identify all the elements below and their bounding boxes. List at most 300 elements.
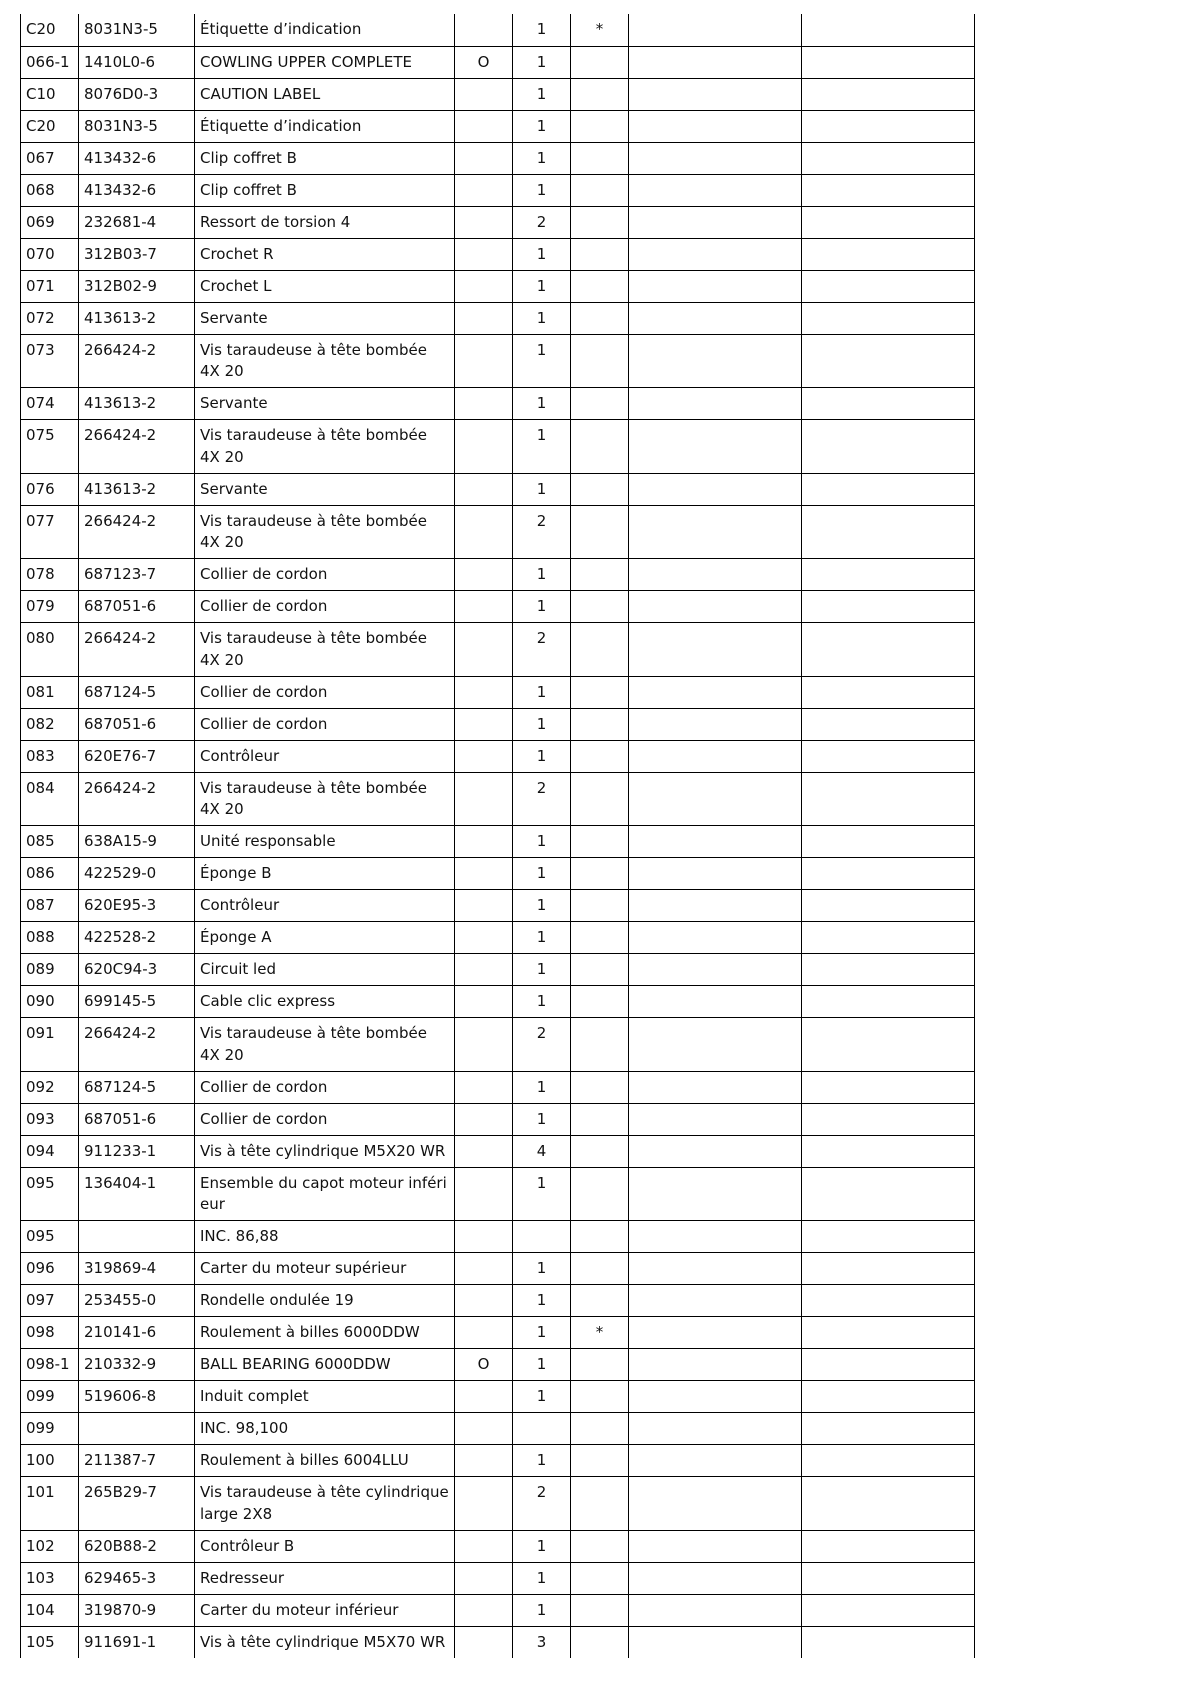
table-row — [21, 270, 975, 302]
description-cell: Collier de cordon — [195, 1071, 455, 1103]
quantity-cell: 2 — [513, 772, 571, 826]
option-cell — [455, 772, 513, 826]
quantity-cell: 1 — [513, 142, 571, 174]
description-cell: Collier de cordon — [195, 1103, 455, 1135]
item-number-cell: 078 — [21, 559, 79, 591]
option-cell — [455, 1135, 513, 1167]
item-number-cell: 075 — [21, 420, 79, 474]
note-cell — [571, 1285, 629, 1317]
part-number-cell: 422529-0 — [79, 858, 195, 890]
note-cell — [571, 78, 629, 110]
item-number-cell: 088 — [21, 922, 79, 954]
option-cell — [455, 922, 513, 954]
part-number-cell: 638A15-9 — [79, 826, 195, 858]
part-number-cell: 312B02-9 — [79, 270, 195, 302]
note-cell: * — [571, 1317, 629, 1349]
quantity-cell: 1 — [513, 1253, 571, 1285]
empty-cell — [629, 1381, 802, 1413]
part-number-cell: 312B03-7 — [79, 238, 195, 270]
quantity-cell: 1 — [513, 954, 571, 986]
empty-cell — [629, 174, 802, 206]
empty-cell — [629, 388, 802, 420]
description-cell: Circuit led — [195, 954, 455, 986]
table-row — [21, 1626, 975, 1658]
empty-cell — [802, 505, 975, 559]
empty-cell — [629, 420, 802, 474]
item-number-cell: 095 — [21, 1167, 79, 1221]
part-number-cell: 413613-2 — [79, 302, 195, 334]
item-number-cell: 101 — [21, 1477, 79, 1531]
description-cell: INC. 98,100 — [195, 1413, 455, 1445]
description-cell: Vis taraudeuse à tête bombée 4X 20 — [195, 420, 455, 474]
quantity-cell: 1 — [513, 740, 571, 772]
part-number-cell: 687051-6 — [79, 591, 195, 623]
note-cell: * — [571, 14, 629, 46]
empty-cell — [802, 46, 975, 78]
description-cell: Crochet L — [195, 270, 455, 302]
note-cell — [571, 1530, 629, 1562]
description-cell: Unité responsable — [195, 826, 455, 858]
table-row — [21, 858, 975, 890]
empty-cell — [629, 238, 802, 270]
note-cell — [571, 1445, 629, 1477]
table-row — [21, 1562, 975, 1594]
empty-cell — [629, 1477, 802, 1531]
part-number-cell: 8031N3-5 — [79, 110, 195, 142]
part-number-cell: 211387-7 — [79, 1445, 195, 1477]
description-cell: COWLING UPPER COMPLETE — [195, 46, 455, 78]
option-cell — [455, 1071, 513, 1103]
part-number-cell: 519606-8 — [79, 1381, 195, 1413]
option-cell — [455, 1381, 513, 1413]
item-number-cell: 076 — [21, 473, 79, 505]
table-row — [21, 420, 975, 474]
option-cell — [455, 473, 513, 505]
item-number-cell: 072 — [21, 302, 79, 334]
part-number-cell: 911691-1 — [79, 1626, 195, 1658]
option-cell — [455, 238, 513, 270]
description-cell: Servante — [195, 302, 455, 334]
item-number-cell: 105 — [21, 1626, 79, 1658]
quantity-cell: 3 — [513, 1626, 571, 1658]
note-cell — [571, 740, 629, 772]
table-row — [21, 302, 975, 334]
option-cell — [455, 1285, 513, 1317]
description-cell: Crochet R — [195, 238, 455, 270]
item-number-cell: 079 — [21, 591, 79, 623]
item-number-cell: C20 — [21, 110, 79, 142]
description-cell: Vis taraudeuse à tête bombée 4X 20 — [195, 1018, 455, 1072]
description-cell: Vis taraudeuse à tête cylindrique large 2X8 — [195, 1477, 455, 1531]
description-cell: Étiquette d’indication — [195, 110, 455, 142]
quantity-cell: 1 — [513, 1285, 571, 1317]
part-number-cell: 911233-1 — [79, 1135, 195, 1167]
part-number-cell: 620B88-2 — [79, 1530, 195, 1562]
option-cell — [455, 14, 513, 46]
description-cell: Éponge B — [195, 858, 455, 890]
quantity-cell: 1 — [513, 1349, 571, 1381]
empty-cell — [802, 1071, 975, 1103]
part-number-cell: 413613-2 — [79, 473, 195, 505]
quantity-cell: 2 — [513, 1018, 571, 1072]
empty-cell — [802, 623, 975, 677]
note-cell — [571, 174, 629, 206]
option-cell — [455, 676, 513, 708]
description-cell: Vis taraudeuse à tête bombée 4X 20 — [195, 623, 455, 677]
description-cell: Clip coffret B — [195, 174, 455, 206]
empty-cell — [802, 420, 975, 474]
quantity-cell: 1 — [513, 559, 571, 591]
part-number-cell: 266424-2 — [79, 334, 195, 388]
empty-cell — [802, 270, 975, 302]
part-number-cell: 8076D0-3 — [79, 78, 195, 110]
empty-cell — [629, 591, 802, 623]
item-number-cell: 077 — [21, 505, 79, 559]
quantity-cell: 1 — [513, 1317, 571, 1349]
parts-table — [20, 14, 975, 1658]
part-number-cell — [79, 1413, 195, 1445]
item-number-cell: 085 — [21, 826, 79, 858]
empty-cell — [629, 986, 802, 1018]
item-number-cell: 084 — [21, 772, 79, 826]
description-cell: Vis taraudeuse à tête bombée 4X 20 — [195, 772, 455, 826]
part-number-cell: 699145-5 — [79, 986, 195, 1018]
table-row — [21, 1103, 975, 1135]
empty-cell — [629, 858, 802, 890]
note-cell — [571, 334, 629, 388]
part-number-cell: 266424-2 — [79, 1018, 195, 1072]
option-cell — [455, 1562, 513, 1594]
item-number-cell: 068 — [21, 174, 79, 206]
option-cell — [455, 110, 513, 142]
item-number-cell: 070 — [21, 238, 79, 270]
table-row — [21, 1285, 975, 1317]
option-cell — [455, 1445, 513, 1477]
part-number-cell: 687051-6 — [79, 708, 195, 740]
part-number-cell: 319870-9 — [79, 1594, 195, 1626]
empty-cell — [802, 174, 975, 206]
note-cell — [571, 270, 629, 302]
description-cell: Roulement à billes 6000DDW — [195, 1317, 455, 1349]
quantity-cell: 1 — [513, 1381, 571, 1413]
option-cell — [455, 78, 513, 110]
quantity-cell: 1 — [513, 1445, 571, 1477]
note-cell — [571, 922, 629, 954]
description-cell: Collier de cordon — [195, 559, 455, 591]
quantity-cell: 1 — [513, 1594, 571, 1626]
part-number-cell: 253455-0 — [79, 1285, 195, 1317]
empty-cell — [629, 890, 802, 922]
empty-cell — [802, 1349, 975, 1381]
part-number-cell: 1410L0-6 — [79, 46, 195, 78]
quantity-cell: 1 — [513, 1071, 571, 1103]
part-number-cell: 687124-5 — [79, 1071, 195, 1103]
note-cell — [571, 858, 629, 890]
description-cell: Étiquette d’indication — [195, 14, 455, 46]
quantity-cell: 1 — [513, 78, 571, 110]
part-number-cell: 422528-2 — [79, 922, 195, 954]
item-number-cell: 098-1 — [21, 1349, 79, 1381]
table-row — [21, 890, 975, 922]
empty-cell — [802, 708, 975, 740]
table-row — [21, 954, 975, 986]
description-cell: Contrôleur B — [195, 1530, 455, 1562]
empty-cell — [802, 1445, 975, 1477]
table-row — [21, 623, 975, 677]
empty-cell — [802, 14, 975, 46]
quantity-cell: 1 — [513, 922, 571, 954]
table-row — [21, 1317, 975, 1349]
note-cell — [571, 1381, 629, 1413]
table-row — [21, 473, 975, 505]
description-cell: Roulement à billes 6004LLU — [195, 1445, 455, 1477]
table-row — [21, 922, 975, 954]
option-cell — [455, 420, 513, 474]
part-number-cell: 413613-2 — [79, 388, 195, 420]
note-cell — [571, 826, 629, 858]
quantity-cell: 1 — [513, 858, 571, 890]
option-cell — [455, 1221, 513, 1253]
description-cell: Collier de cordon — [195, 591, 455, 623]
option-cell: O — [455, 46, 513, 78]
table-row — [21, 14, 975, 46]
item-number-cell: 104 — [21, 1594, 79, 1626]
empty-cell — [629, 1530, 802, 1562]
empty-cell — [629, 78, 802, 110]
option-cell — [455, 1018, 513, 1072]
option-cell — [455, 388, 513, 420]
quantity-cell: 1 — [513, 676, 571, 708]
note-cell — [571, 676, 629, 708]
empty-cell — [802, 858, 975, 890]
part-number-cell: 319869-4 — [79, 1253, 195, 1285]
note-cell — [571, 1477, 629, 1531]
note-cell — [571, 206, 629, 238]
table-row — [21, 708, 975, 740]
table-row — [21, 1167, 975, 1221]
part-number-cell: 8031N3-5 — [79, 14, 195, 46]
note-cell — [571, 559, 629, 591]
note-cell — [571, 1135, 629, 1167]
note-cell — [571, 1413, 629, 1445]
table-row — [21, 110, 975, 142]
table-row — [21, 1349, 975, 1381]
note-cell — [571, 142, 629, 174]
empty-cell — [802, 676, 975, 708]
empty-cell — [629, 1317, 802, 1349]
quantity-cell: 1 — [513, 826, 571, 858]
item-number-cell: 099 — [21, 1413, 79, 1445]
empty-cell — [629, 922, 802, 954]
note-cell — [571, 1221, 629, 1253]
empty-cell — [802, 1285, 975, 1317]
table-row — [21, 559, 975, 591]
empty-cell — [629, 1253, 802, 1285]
empty-cell — [802, 1413, 975, 1445]
empty-cell — [629, 302, 802, 334]
quantity-cell: 1 — [513, 270, 571, 302]
quantity-cell: 1 — [513, 708, 571, 740]
table-row — [21, 772, 975, 826]
quantity-cell: 2 — [513, 1477, 571, 1531]
empty-cell — [802, 1594, 975, 1626]
option-cell — [455, 890, 513, 922]
quantity-cell: 1 — [513, 890, 571, 922]
part-number-cell: 413432-6 — [79, 142, 195, 174]
empty-cell — [629, 505, 802, 559]
empty-cell — [802, 954, 975, 986]
empty-cell — [629, 623, 802, 677]
item-number-cell: 086 — [21, 858, 79, 890]
option-cell — [455, 302, 513, 334]
option-cell — [455, 142, 513, 174]
note-cell — [571, 46, 629, 78]
empty-cell — [629, 1562, 802, 1594]
item-number-cell: 100 — [21, 1445, 79, 1477]
option-cell — [455, 1317, 513, 1349]
description-cell: Clip coffret B — [195, 142, 455, 174]
empty-cell — [629, 206, 802, 238]
table-row — [21, 1413, 975, 1445]
description-cell: Servante — [195, 473, 455, 505]
empty-cell — [629, 270, 802, 302]
note-cell — [571, 591, 629, 623]
item-number-cell: C10 — [21, 78, 79, 110]
option-cell — [455, 623, 513, 677]
part-number-cell: 266424-2 — [79, 505, 195, 559]
part-number-cell: 266424-2 — [79, 772, 195, 826]
item-number-cell: 071 — [21, 270, 79, 302]
table-row — [21, 334, 975, 388]
table-row — [21, 46, 975, 78]
description-cell: Vis taraudeuse à tête bombée 4X 20 — [195, 334, 455, 388]
note-cell — [571, 890, 629, 922]
empty-cell — [629, 1071, 802, 1103]
empty-cell — [802, 986, 975, 1018]
quantity-cell: 1 — [513, 174, 571, 206]
option-cell — [455, 1167, 513, 1221]
empty-cell — [629, 954, 802, 986]
empty-cell — [629, 1445, 802, 1477]
part-number-cell — [79, 1221, 195, 1253]
empty-cell — [629, 676, 802, 708]
option-cell — [455, 334, 513, 388]
empty-cell — [802, 473, 975, 505]
empty-cell — [802, 78, 975, 110]
note-cell — [571, 1018, 629, 1072]
note-cell — [571, 1103, 629, 1135]
empty-cell — [802, 1167, 975, 1221]
note-cell — [571, 505, 629, 559]
part-number-cell: 210332-9 — [79, 1349, 195, 1381]
empty-cell — [629, 1221, 802, 1253]
empty-cell — [802, 1135, 975, 1167]
note-cell — [571, 986, 629, 1018]
empty-cell — [802, 206, 975, 238]
item-number-cell: 066-1 — [21, 46, 79, 78]
table-row — [21, 78, 975, 110]
empty-cell — [802, 110, 975, 142]
option-cell — [455, 740, 513, 772]
empty-cell — [629, 142, 802, 174]
note-cell — [571, 473, 629, 505]
empty-cell — [629, 1103, 802, 1135]
table-row — [21, 505, 975, 559]
table-row — [21, 1381, 975, 1413]
note-cell — [571, 1594, 629, 1626]
parts-table-body — [21, 14, 975, 1658]
item-number-cell: 097 — [21, 1285, 79, 1317]
option-cell — [455, 174, 513, 206]
quantity-cell: 1 — [513, 238, 571, 270]
quantity-cell: 1 — [513, 110, 571, 142]
table-row — [21, 238, 975, 270]
quantity-cell — [513, 1221, 571, 1253]
empty-cell — [629, 473, 802, 505]
table-row — [21, 986, 975, 1018]
item-number-cell: 095 — [21, 1221, 79, 1253]
quantity-cell: 1 — [513, 1103, 571, 1135]
quantity-cell: 1 — [513, 1562, 571, 1594]
quantity-cell: 1 — [513, 1167, 571, 1221]
quantity-cell: 2 — [513, 505, 571, 559]
description-cell: Servante — [195, 388, 455, 420]
part-number-cell: 687123-7 — [79, 559, 195, 591]
quantity-cell: 4 — [513, 1135, 571, 1167]
option-cell: O — [455, 1349, 513, 1381]
table-row — [21, 206, 975, 238]
note-cell — [571, 420, 629, 474]
part-number-cell: 232681-4 — [79, 206, 195, 238]
note-cell — [571, 238, 629, 270]
note-cell — [571, 954, 629, 986]
description-cell: BALL BEARING 6000DDW — [195, 1349, 455, 1381]
note-cell — [571, 388, 629, 420]
item-number-cell: 103 — [21, 1562, 79, 1594]
table-row — [21, 591, 975, 623]
empty-cell — [802, 1381, 975, 1413]
table-row — [21, 676, 975, 708]
empty-cell — [802, 1626, 975, 1658]
part-number-cell: 620E76-7 — [79, 740, 195, 772]
item-number-cell: C20 — [21, 14, 79, 46]
quantity-cell: 1 — [513, 388, 571, 420]
note-cell — [571, 302, 629, 334]
quantity-cell — [513, 1413, 571, 1445]
table-row — [21, 1594, 975, 1626]
description-cell: Redresseur — [195, 1562, 455, 1594]
empty-cell — [629, 740, 802, 772]
part-number-cell: 620C94-3 — [79, 954, 195, 986]
empty-cell — [802, 740, 975, 772]
description-cell: CAUTION LABEL — [195, 78, 455, 110]
item-number-cell: 099 — [21, 1381, 79, 1413]
item-number-cell: 091 — [21, 1018, 79, 1072]
item-number-cell: 098 — [21, 1317, 79, 1349]
table-row — [21, 1135, 975, 1167]
item-number-cell: 067 — [21, 142, 79, 174]
empty-cell — [802, 1530, 975, 1562]
option-cell — [455, 1413, 513, 1445]
option-cell — [455, 505, 513, 559]
empty-cell — [802, 238, 975, 270]
table-row — [21, 1253, 975, 1285]
empty-cell — [802, 772, 975, 826]
option-cell — [455, 986, 513, 1018]
description-cell: Contrôleur — [195, 890, 455, 922]
note-cell — [571, 1562, 629, 1594]
empty-cell — [802, 1221, 975, 1253]
